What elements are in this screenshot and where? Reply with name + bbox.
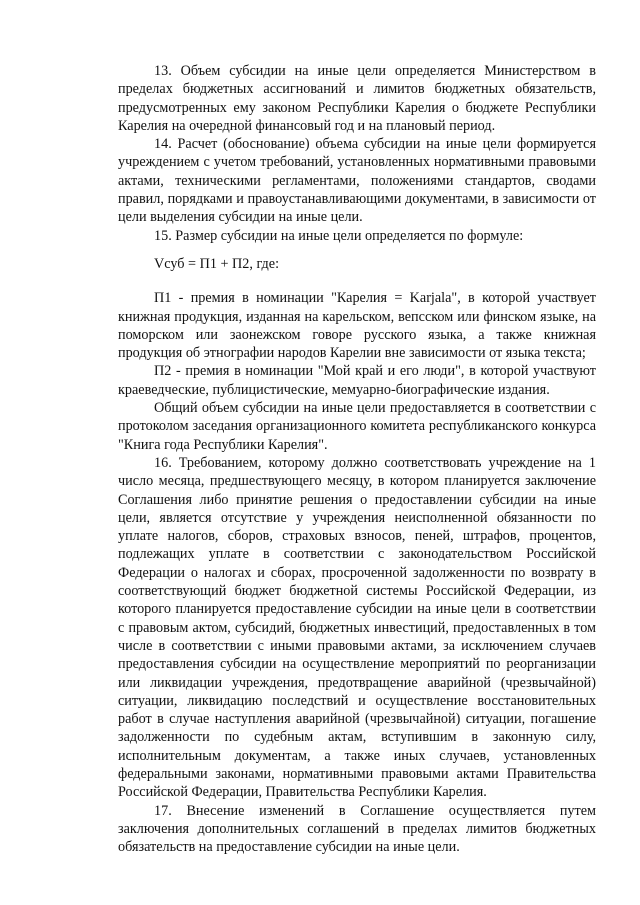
- paragraph-15: 15. Размер субсидии на иные цели определяется по формуле:: [154, 227, 524, 244]
- paragraph-p2-definition: П2 - премия в номинации "Мой край и его люди", в которой участвуют краеведческие, публицистические, мемуарно-биографические издания.: [118, 363, 596, 398]
- paragraph-total-volume: Общий объем субсидии на иные цели предоставляется в соответствии с протоколом заседания организационного комитета республиканского конкурса "Книга года Республики Карелия".: [118, 400, 596, 453]
- paragraph-14: 14. Расчет (обоснование) объема субсидии на иные цели формируется учреждением с учетом требований, установленных нормативными правовыми актами, техническими регламентами, положениями стандартов, сводами правил, порядками и правоустанавливающими документами, в зависимости от цели выделения субсидии на иные цели.: [118, 136, 596, 226]
- paragraph-16: 16. Требованием, которому должно соответствовать учреждение на 1 число месяца, предшествующего месяцу, в котором планируется заключение Соглашения либо принятие решения о предоставлении субсидии на иные цели, является отсутствие у учреждения неисполненной обязанности по уплате налогов, сборов, страховых взносов, пеней, штрафов, процентов, подлежащих уплате в соответствии с законодательством Российской Федерации о налогах и сборах, просроченной задолженности по возврату в соответствующий бюджет бюджетной системы Российской Федерации, из которого планируется предоставление субсидии на иные цели в соответствии с правовым актом, субсидий, бюджетных инвестиций, предоставленных в том числе в соответствии с иными правовыми актами, за исключением случаев предоставления субсидии на осуществление мероприятий по реорганизации или ликвидации учреждения, предотвращение аварийной (чрезвычайной) ситуации, ликвидацию последствий и осуществление восстановительных работ в случае наступления аварийной (чрезвычайной) ситуации, погашение задолженности по судебным актам, вступившим в законную силу, исполнительным документам, а также иных случаев, установленных федеральными законами, нормативными правовыми актами Правительства Российской Федерации, Правительства Республики Карелия.: [118, 454, 596, 801]
- paragraph-17: 17. Внесение изменений в Соглашение осуществляется путем заключения дополнительных соглашений в пределах лимитов бюджетных обязательств на предоставление субсидии на иные цели.: [118, 802, 596, 856]
- subsidy-formula: Vсуб = П1 + П2, где:: [154, 255, 280, 272]
- paragraph-p1-definition: П1 - премия в номинации "Карелия = Karjala", в которой участвует книжная продукция, изданная на карельском, вепсском или финском языке, на поморском или заонежском говоре русского языка, а также книжная продукция об этнографии народов Карелии вне зависимости от языка текста;: [118, 290, 596, 362]
- document-page: [118, 62, 596, 856]
- paragraph-13: 13. Объем субсидии на иные цели определяется Министерством в пределах бюджетных ассигнований и лимитов бюджетных обязательств, предусмотренных ему законом Республики Карелия о бюджете Республики Карелия на очередной финансовый год и на плановый период.: [118, 63, 596, 134]
